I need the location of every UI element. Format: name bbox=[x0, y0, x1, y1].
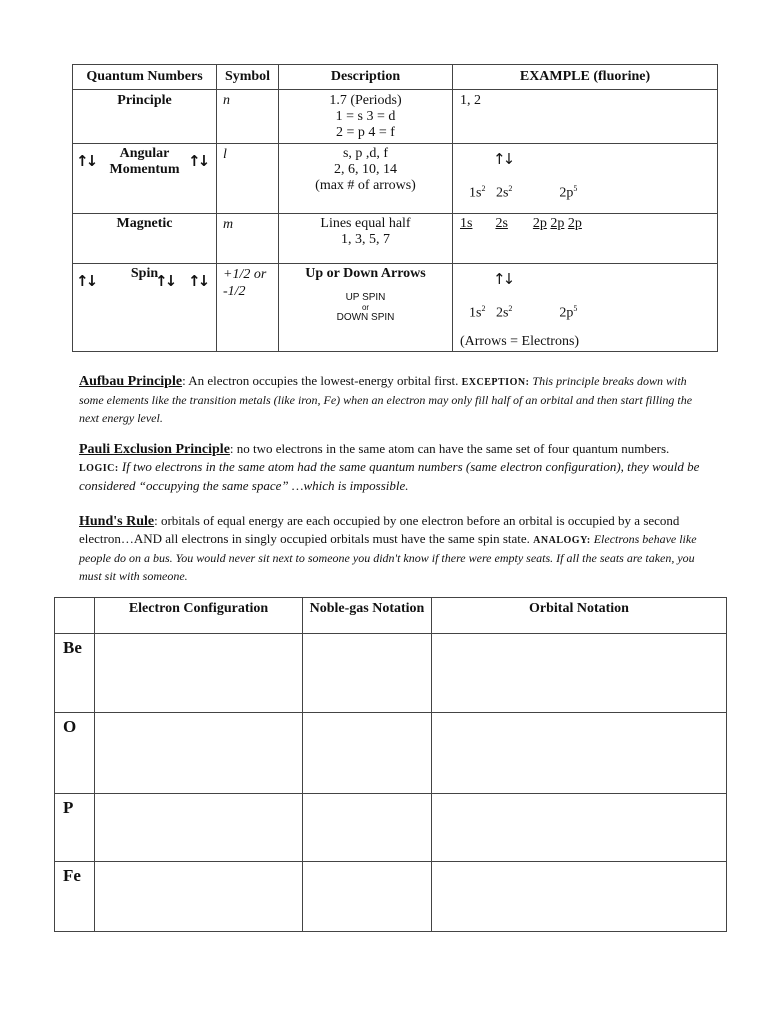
be-noble-gas-cell[interactable] bbox=[303, 634, 432, 713]
angular-ex-1s-sup: 2 bbox=[481, 184, 486, 193]
angular-ex-1s: 1s bbox=[469, 185, 482, 201]
up-down-arrow-icon: ↑↓ bbox=[493, 150, 513, 168]
qn-header-symbol: Symbol bbox=[217, 65, 279, 90]
aufbau-italic: This principle breaks down with some elements like the transition metals (like iron, Fe) when an electron may only fill half of an orbital and then start filling the next energy level. bbox=[79, 374, 693, 425]
magnetic-example bbox=[453, 214, 718, 264]
element-label-be: Be bbox=[55, 634, 95, 713]
angular-ex-2s-sup: 2 bbox=[508, 184, 513, 193]
cfg-row-o bbox=[55, 713, 727, 794]
pauli-italic: If two electrons in the same atom had the same quantum numbers (same electron configuration), they would be considered “occupying the same space” …which is impossible. bbox=[79, 459, 700, 493]
hund-tag: ANALOGY: bbox=[533, 535, 591, 546]
magnetic-ex-1s: 1s bbox=[460, 216, 473, 231]
spin-desc-or: or bbox=[361, 303, 370, 312]
o-electron-config-cell[interactable] bbox=[95, 713, 303, 794]
element-label-o: O bbox=[55, 713, 95, 794]
hund-paragraph bbox=[79, 512, 704, 585]
aufbau-text: : An electron occupies the lowest-energy orbital first. bbox=[182, 373, 462, 388]
principle-symbol: n bbox=[217, 90, 279, 144]
cfg-header-noble-gas: Noble-gas Notation bbox=[303, 598, 432, 634]
angular-desc-line3: (max # of arrows) bbox=[315, 178, 416, 193]
p-orbital-notation-cell[interactable] bbox=[432, 794, 727, 862]
magnetic-symbol: m bbox=[217, 214, 279, 264]
element-label-fe: Fe bbox=[55, 862, 95, 932]
up-down-arrow-icon: ↑↓ bbox=[76, 152, 96, 170]
up-down-arrow-icon: ↑↓ bbox=[188, 272, 208, 290]
angular-desc-line2: 2, 6, 10, 14 bbox=[334, 162, 397, 177]
up-down-arrow-icon: ↑↓ bbox=[493, 270, 513, 288]
qn-row-spin bbox=[73, 264, 718, 352]
hund-text: : orbitals of equal energy are each occupied by one electron before an orbital is occupied by a second electron…AND all electrons in singly occupied orbitals must have the same spin state. bbox=[79, 513, 680, 546]
cfg-header-blank bbox=[55, 598, 95, 634]
aufbau-paragraph bbox=[79, 372, 704, 427]
qn-header-row bbox=[73, 65, 718, 90]
spin-symbol-line2: -1/2 bbox=[223, 284, 246, 299]
hund-title: Hund's Rule bbox=[79, 514, 155, 529]
qn-row-principle bbox=[73, 90, 718, 144]
principle-desc-line1: 1.7 (Periods) bbox=[329, 93, 402, 108]
qn-row-angular bbox=[73, 144, 718, 214]
spin-desc-line1: Up or Down Arrows bbox=[305, 266, 426, 281]
o-orbital-notation-cell[interactable] bbox=[432, 713, 727, 794]
principle-desc-line3: 2 = p 4 = f bbox=[336, 125, 395, 140]
angular-symbol: l bbox=[217, 144, 279, 214]
angular-ex-2p-sup: 5 bbox=[573, 184, 578, 193]
principle-desc-line2: 1 = s 3 = d bbox=[335, 109, 396, 124]
spin-name-cell bbox=[73, 264, 217, 352]
angular-desc-line1: s, p ,d, f bbox=[342, 146, 389, 161]
angular-example bbox=[453, 144, 718, 214]
up-down-arrow-icon: ↑↓ bbox=[155, 272, 175, 290]
angular-name-cell bbox=[73, 144, 217, 214]
qn-header-quantum: Quantum Numbers bbox=[73, 65, 217, 90]
spin-ex-1s-sup: 2 bbox=[481, 304, 486, 313]
angular-name-line2: Momentum bbox=[109, 162, 180, 177]
o-noble-gas-cell[interactable] bbox=[303, 713, 432, 794]
spin-ex-2p-sup: 5 bbox=[573, 304, 578, 313]
magnetic-desc-line2: 1, 3, 5, 7 bbox=[341, 232, 390, 247]
spin-name: Spin bbox=[130, 266, 159, 281]
magnetic-name: Magnetic bbox=[73, 214, 217, 264]
spin-example bbox=[453, 264, 718, 352]
spin-desc-down: DOWN SPIN bbox=[336, 312, 395, 323]
quantum-numbers-table bbox=[72, 64, 718, 352]
magnetic-ex-2p-3: 2p bbox=[567, 216, 582, 231]
cfg-row-p bbox=[55, 794, 727, 862]
cfg-row-fe bbox=[55, 862, 727, 932]
spin-desc-up: UP SPIN bbox=[345, 292, 386, 303]
angular-ex-2p: 2p bbox=[559, 185, 574, 201]
p-electron-config-cell[interactable] bbox=[95, 794, 303, 862]
fe-noble-gas-cell[interactable] bbox=[303, 862, 432, 932]
cfg-header-row bbox=[55, 598, 727, 634]
magnetic-ex-2p-1: 2p bbox=[532, 216, 547, 231]
pauli-title: Pauli Exclusion Principle bbox=[79, 442, 230, 457]
spin-ex-2s: 2s bbox=[495, 305, 509, 321]
pauli-text: : no two electrons in the same atom can have the same set of four quantum numbers. bbox=[229, 441, 670, 456]
configuration-table bbox=[54, 597, 727, 932]
qn-header-example: EXAMPLE (fluorine) bbox=[453, 65, 718, 90]
spin-ex-2s-sup: 2 bbox=[508, 304, 513, 313]
principle-description bbox=[279, 90, 453, 144]
cfg-header-orbital: Orbital Notation bbox=[432, 598, 727, 634]
up-down-arrow-icon: ↑↓ bbox=[188, 152, 208, 170]
spin-description bbox=[279, 264, 453, 352]
magnetic-description bbox=[279, 214, 453, 264]
be-orbital-notation-cell[interactable] bbox=[432, 634, 727, 713]
cfg-row-be bbox=[55, 634, 727, 713]
pauli-paragraph bbox=[79, 440, 704, 494]
principle-example: 1, 2 bbox=[453, 90, 718, 144]
hund-italic: Electrons behave like people do on a bus. You would never sit next to someone you didn't know if there were empty seats. If all the seats are taken, you must sit with someone. bbox=[79, 532, 697, 583]
spin-ex-1s: 1s bbox=[469, 305, 482, 321]
qn-header-description: Description bbox=[279, 65, 453, 90]
pauli-tag: LOGIC: bbox=[79, 463, 119, 474]
cfg-header-electron-config: Electron Configuration bbox=[95, 598, 303, 634]
principle-name: Principle bbox=[73, 90, 217, 144]
aufbau-title: Aufbau Principle bbox=[79, 374, 183, 389]
be-electron-config-cell[interactable] bbox=[95, 634, 303, 713]
fe-electron-config-cell[interactable] bbox=[95, 862, 303, 932]
magnetic-ex-2p-2: 2p bbox=[550, 216, 565, 231]
angular-ex-2s: 2s bbox=[495, 185, 509, 201]
qn-row-magnetic bbox=[73, 214, 718, 264]
aufbau-tag: EXCEPTION: bbox=[461, 377, 530, 388]
angular-description bbox=[279, 144, 453, 214]
spin-ex-2p: 2p bbox=[559, 305, 574, 321]
magnetic-ex-2s: 2s bbox=[495, 216, 508, 231]
p-noble-gas-cell[interactable] bbox=[303, 794, 432, 862]
up-down-arrow-icon: ↑↓ bbox=[76, 272, 96, 290]
element-label-p: P bbox=[55, 794, 95, 862]
fe-orbital-notation-cell[interactable] bbox=[432, 862, 727, 932]
angular-name-line1: Angular bbox=[119, 146, 170, 161]
spin-ex-note: (Arrows = Electrons) bbox=[460, 334, 580, 349]
spin-symbol bbox=[217, 264, 279, 352]
spin-symbol-line1: +1/2 or bbox=[223, 267, 267, 282]
magnetic-desc-line1: Lines equal half bbox=[320, 216, 411, 231]
